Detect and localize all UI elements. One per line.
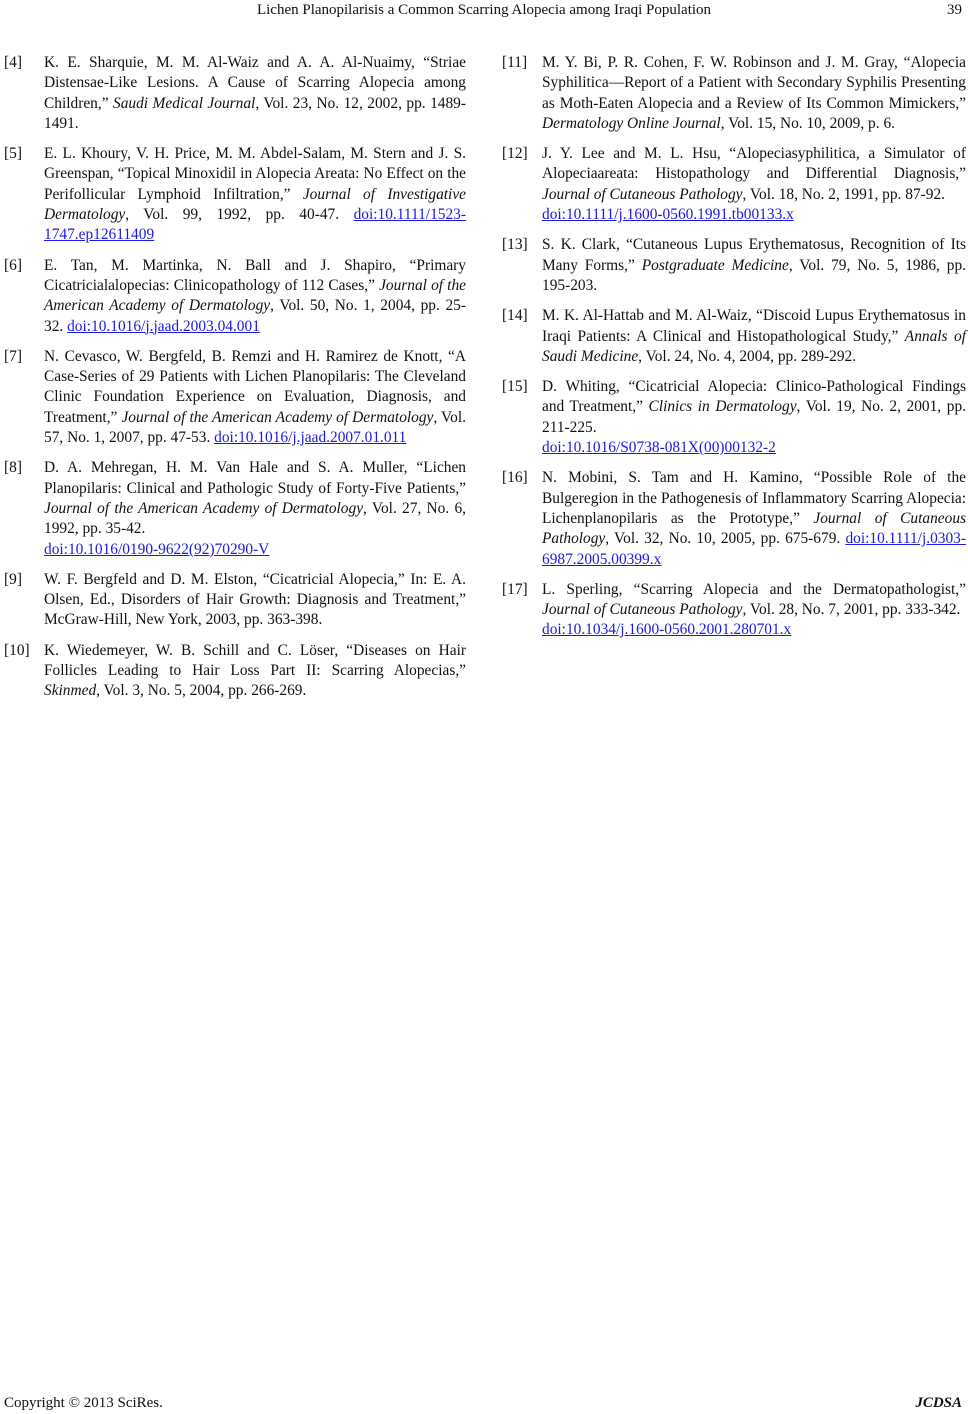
reference-text: D. Whiting, “Cicatricial Alopecia: Clinico-Pathological Findings and Treatment,” xyxy=(542,378,966,416)
reference-journal: Journal of Cutaneous Pathology xyxy=(542,601,743,619)
reference-text: K. Wiedemeyer, W. B. Schill and C. Löser, “Diseases on Hair Follicles Leading to Hair Loss Part II: Scarring Alopecias,” xyxy=(44,641,466,680)
reference-entry xyxy=(502,144,966,225)
reference-journal: Journal of Cutaneous Pathology xyxy=(542,185,743,203)
reference-details: , Vol. 15, No. 10, 2009, p. 6. xyxy=(720,114,895,132)
doi-link[interactable]: doi:10.1016/S0738-081X(00)00132-2 xyxy=(542,439,776,457)
reference-number: [16] xyxy=(502,469,528,487)
reference-entry xyxy=(502,235,966,296)
reference-column-left xyxy=(4,53,466,712)
reference-entry xyxy=(502,468,966,569)
doi-link[interactable]: doi:10.1111/1523-1747.ep12611409 xyxy=(44,206,466,244)
doi-link[interactable]: doi:10.1111/j.0303-6987.2005.00399.x xyxy=(542,530,966,568)
reference-details: , Vol. 3, No. 5, 2004, pp. 266-269. xyxy=(96,682,307,700)
reference-number: [9] xyxy=(4,570,22,588)
reference-journal: Dermatology Online Journal xyxy=(542,114,721,132)
reference-number: [5] xyxy=(4,145,22,163)
reference-entry xyxy=(4,256,466,337)
reference-number: [15] xyxy=(502,378,528,396)
reference-details: , Vol. 28, No. 7, 2001, pp. 333-342. xyxy=(742,601,961,619)
reference-number: [14] xyxy=(502,307,528,325)
reference-text: E. L. Khoury, V. H. Price, M. M. Abdel-Salam, M. Stern and J. S. Greenspan, “Topical Minoxidil in Alopecia Areata: No Effect on the Perifollicular Lymphoid Infiltration,” xyxy=(44,145,466,203)
running-title: Lichen Planopilarisis a Common Scarring Alopecia among Iraqi Population xyxy=(256,2,712,18)
reference-journal: Clinics in Dermatology xyxy=(648,398,797,416)
reference-details: , Vol. 57, No. 1, 2007, pp. 47-53. xyxy=(44,408,466,447)
reference-journal: Annals of Saudi Medicine xyxy=(542,327,966,365)
reference-details: , Vol. 79, No. 5, 1986, pp. 195-203. xyxy=(542,256,966,294)
reference-details: , Vol. 23, No. 12, 2002, pp. 1489-1491. xyxy=(44,94,467,132)
reference-journal: Journal of the American Academy of Dermatology xyxy=(44,276,466,315)
reference-details: , Vol. 32, No. 10, 2005, pp. 675-679. xyxy=(605,530,846,548)
reference-entry xyxy=(502,580,966,641)
reference-journal: Journal of the American Academy of Dermatology xyxy=(44,499,364,517)
reference-text: M. K. Al-Hattab and M. Al-Waiz, “Discoid Lupus Erythematosus in Iraqi Patients: A Clinical and Histopathological Study,” xyxy=(542,307,966,345)
reference-entry xyxy=(4,458,466,559)
reference-text: W. F. Bergfeld and D. M. Elston, “Cicatricial Alopecia,” In: E. A. Olsen, Ed., Disorders of Hair Growth: Diagnosis and Treatment,” McGraw-Hill, New York, 2003, pp. 363-398. xyxy=(44,570,466,629)
reference-entry xyxy=(4,641,466,702)
reference-number: [6] xyxy=(4,256,22,274)
reference-entry xyxy=(502,53,966,134)
doi-link[interactable]: doi:10.1016/j.jaad.2003.04.001 xyxy=(67,317,260,335)
doi-link[interactable]: doi:10.1111/j.1600-0560.1991.tb00133.x xyxy=(542,206,794,224)
reference-details: , Vol. 24, No. 4, 2004, pp. 289-292. xyxy=(638,347,857,365)
reference-entry xyxy=(4,144,466,245)
reference-number: [4] xyxy=(4,54,22,71)
reference-text: N. Cevasco, W. Bergfeld, B. Remzi and H. Ramirez de Knott, “A Case-Series of 29 Patients with Lichen Planopilaris: The Cleveland Clinic Foundation Experience on Evaluation, Diagnosis, and Treatment,” xyxy=(44,347,466,426)
reference-entry xyxy=(4,53,466,134)
page-number: 39 xyxy=(947,2,962,18)
page-header xyxy=(0,0,968,22)
doi-link[interactable]: doi:10.1034/j.1600-0560.2001.280701.x xyxy=(542,621,792,639)
reference-number: [12] xyxy=(502,145,528,163)
reference-text: D. A. Mehregan, H. M. Van Hale and S. A. Muller, “Lichen Planopilaris: Clinical and Pathologic Study of Forty-Five Patients,” xyxy=(44,459,466,497)
reference-text: J. Y. Lee and M. L. Hsu, “Alopeciasyphilitica, a Simulator of Alopeciaareata: Histopathology and Differential Diagnosis,” xyxy=(542,145,966,183)
reference-details: , Vol. 50, No. 1, 2004, pp. 25-32. xyxy=(44,297,466,335)
doi-link[interactable]: doi:10.1016/j.jaad.2007.01.011 xyxy=(214,429,407,447)
reference-journal: Journal of Cutaneous Pathology xyxy=(542,509,966,548)
reference-journal: Journal of Investigative Dermatology xyxy=(44,185,466,224)
reference-entry xyxy=(4,570,466,631)
reference-text: L. Sperling, “Scarring Alopecia and the Dermatopathologist,” xyxy=(542,580,966,598)
page-footer xyxy=(0,1390,968,1414)
reference-number: [10] xyxy=(4,641,30,659)
reference-details: , Vol. 19, No. 2, 2001, pp. 211-225. xyxy=(542,398,966,436)
reference-text: N. Mobini, S. Tam and H. Kamino, “Possible Role of the Bulgeregion in the Pathogenesis of Inflammatory Scarring Alopecia: Lichenplanopilaris as the Prototype,” xyxy=(542,469,966,527)
reference-entry xyxy=(502,377,966,458)
reference-number: [8] xyxy=(4,459,22,477)
reference-number: [13] xyxy=(502,236,528,254)
reference-column-right xyxy=(502,53,966,651)
reference-text: K. E. Sharquie, M. M. Al-Waiz and A. A. Al-Nuaimy, “Striae Distensae-Like Lesions. A Cause of Scarring Alopecia among Children,” xyxy=(44,54,466,112)
reference-entry xyxy=(502,306,966,367)
reference-text: E. Tan, M. Martinka, N. Ball and J. Shapiro, “Primary Cicatricialalopecias: Clinicopathology of 112 Cases,” xyxy=(44,256,466,294)
copyright-notice: Copyright © 2013 SciRes. xyxy=(4,1395,163,1411)
reference-text: M. Y. Bi, P. R. Cohen, F. W. Robinson and J. M. Gray, “Alopecia Syphilitica—Report of a Patient with Secondary Syphilis Presenting as Moth-Eaten Alopecia and a Review of Its Common Mimickers,” xyxy=(542,54,966,112)
reference-journal: Skinmed xyxy=(44,682,97,700)
reference-details: , Vol. 18, No. 2, 1991, pp. 87-92. xyxy=(742,185,946,203)
reference-details: , Vol. 27, No. 6, 1992, pp. 35-42. xyxy=(44,499,466,538)
reference-text: S. K. Clark, “Cutaneous Lupus Erythematosus, Recognition of Its Many Forms,” xyxy=(542,236,966,274)
reference-number: [17] xyxy=(502,580,528,598)
journal-abbreviation: JCDSA xyxy=(915,1395,962,1411)
reference-details: , Vol. 99, 1992, pp. 40-47. xyxy=(125,206,354,224)
doi-link[interactable]: doi:10.1016/0190-9622(92)70290-V xyxy=(44,540,270,558)
reference-number: [7] xyxy=(4,347,22,365)
reference-entry xyxy=(4,347,466,448)
reference-number: [11] xyxy=(502,54,528,71)
reference-journal: Journal of the American Academy of Dermatology xyxy=(121,408,434,426)
reference-journal: Postgraduate Medicine xyxy=(641,256,789,274)
reference-journal: Saudi Medical Journal xyxy=(113,94,256,112)
